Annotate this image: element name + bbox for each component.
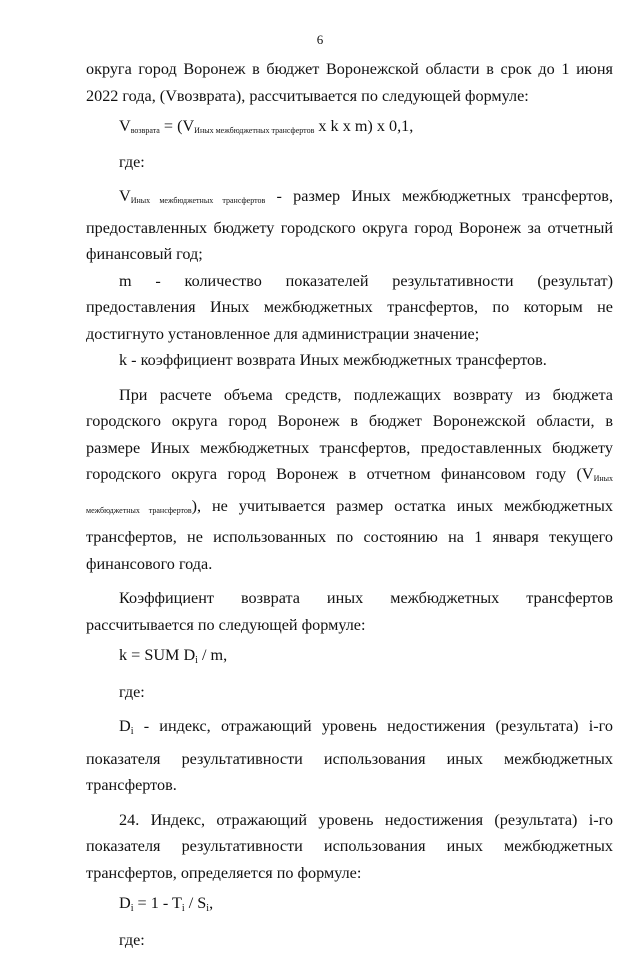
formula-refund-mid: = (V [160,117,194,135]
where-label-3: где: [86,927,613,953]
paragraph-calculation-after: ), не учитывается размер остатка иных межбюджетных трансфертов, не использованных по состоянию на 1 января текущего финансового года. [86,497,613,573]
formula-index-mid: = 1 - T [133,894,181,912]
formula-refund-v: V [119,117,131,135]
formula-index-d: D [119,894,131,912]
definition-d-subscript: i [131,726,134,737]
formula-coefficient-after: / m, [198,646,227,664]
formula-refund-inner-subscript: Иных межбюджетных трансфертов [194,126,314,135]
paragraph-coefficient: Коэффициент возврата иных межбюджетных трансфертов рассчитывается по следующей формуле: [86,585,613,638]
formula-index-d-subscript: i [131,903,134,914]
definition-v-subscript: Иных межбюджетных трансфертов [131,196,266,205]
where-label-1: где: [86,149,613,176]
formula-index-end: , [209,894,213,912]
formula-index-slash: / S [185,894,207,912]
definition-m: m - количество показателей результативности (результат) предоставления Иных межбюджетных трансфертов, по которым не достигнуто установленное для администрации значение; [86,268,613,348]
definition-v-text: - размер Иных межбюджетных трансфертов, предоставленных бюджету городского округа город Воронеж за отчетный финансовый год; [86,187,613,263]
paragraph-calculation [86,382,613,578]
formula-coefficient-before: k = SUM D [119,646,195,664]
formula-index-t-subscript: i [182,903,185,914]
formula-refund [86,113,613,145]
page-number: 6 [0,32,640,48]
document-body [86,56,613,953]
definition-v [86,183,613,268]
definition-d-text: - индекс, отражающий уровень недостижения (результата) i-го показателя результативности использования иных межбюджетных трансфертов. [86,717,613,794]
formula-coefficient-subscript: i [195,655,198,666]
paragraph-calculation-subscript: Иных межбюджетных трансфертов [86,474,613,515]
formula-refund-v-subscript: возврата [131,126,160,135]
definition-v-symbol: V [119,187,131,205]
formula-refund-tail: x k x m) x 0,1, [314,117,413,135]
formula-index [86,890,613,923]
paragraph-calculation-before: При расчете объема средств, подлежащих возврату из бюджета городского округа город Воронеж в бюджет Воронежской области, в размере Иных межбюджетных трансфертов, предоставленных бюджету городского округа город Воронеж в отчетном финансовом году (V [86,386,613,484]
formula-index-s-subscript: i [206,903,209,914]
paragraph-intro: округа город Воронеж в бюджет Воронежской области в срок до 1 июня 2022 года, (Vвозврата), рассчитывается по следующей формуле: [86,56,613,109]
formula-coefficient [86,642,613,675]
paragraph-24: 24. Индекс, отражающий уровень недостижения (результата) i-го показателя результативности использования иных межбюджетных трансфертов, определяется по формуле: [86,807,613,887]
definition-k: k - коэффициент возврата Иных межбюджетных трансфертов. [86,347,613,374]
definition-d [86,713,613,799]
definition-d-symbol: D [119,717,131,735]
where-label-2: где: [86,679,613,706]
